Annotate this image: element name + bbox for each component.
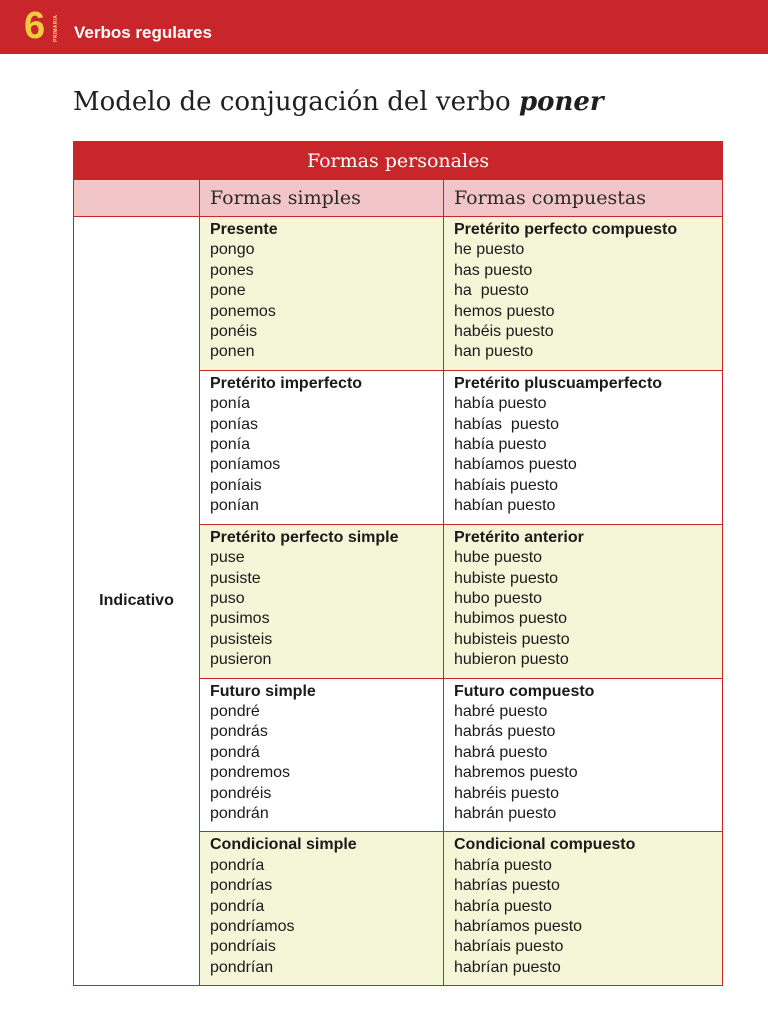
verb-form: habíais puesto: [454, 476, 559, 494]
header-simple-forms: Formas simples: [200, 180, 444, 217]
verb-form: pondréis: [210, 784, 272, 802]
verb-form: habrías puesto: [454, 877, 560, 895]
verb-form: pondríamos: [210, 918, 295, 935]
verb-form: pondremos: [210, 764, 291, 782]
verb-form: habréis puesto: [454, 784, 559, 802]
tense-name: Condicional compuesto: [454, 836, 636, 854]
verb-form: pondría: [210, 897, 265, 915]
verb-form: habíamos puesto: [454, 456, 577, 474]
verb-form: puso: [210, 589, 245, 607]
verb-form: pone: [210, 282, 246, 300]
tense-name: Pretérito perfecto simple: [210, 528, 399, 546]
top-banner: [0, 0, 768, 54]
verb-form: ponías: [210, 415, 259, 433]
verb-form: había puesto: [454, 395, 547, 413]
verb-form: poníamos: [210, 456, 281, 474]
verb-form: habrán puesto: [454, 804, 557, 822]
verb-form: ponen: [210, 343, 255, 361]
conjugation-body: [74, 217, 723, 986]
header-mood-blank: [74, 180, 200, 217]
mood-label: Indicativo: [74, 217, 200, 986]
verb-form: pusiste: [210, 569, 261, 587]
verb-form: han puesto: [454, 343, 534, 361]
page-title: [73, 84, 604, 120]
verb-form: habían puesto: [454, 497, 556, 515]
verb-form: ponía: [210, 436, 251, 454]
section-title: Verbos regulares: [74, 23, 212, 42]
verb-form: pusimos: [210, 610, 270, 628]
verb-form: habremos puesto: [454, 764, 578, 782]
verb-form: hube puesto: [454, 549, 543, 567]
verb-form: habría puesto: [454, 856, 552, 874]
verb-form: hubiste puesto: [454, 569, 559, 587]
verb-form: pondrías: [210, 877, 273, 895]
tense-name: Pretérito pluscuamperfecto: [454, 374, 663, 392]
verb-form: pondrá: [210, 743, 260, 761]
verb-form: pondrás: [210, 723, 268, 741]
verb-form: pusisteis: [210, 630, 273, 648]
compound-tense-cell: [444, 678, 723, 832]
verb-form: poníais: [210, 476, 262, 494]
simple-tense-cell: [200, 370, 444, 524]
table-row: [74, 217, 723, 371]
verb-form: ha puesto: [454, 282, 529, 300]
verb-form: habrían puesto: [454, 958, 561, 976]
verb-form: habré puesto: [454, 702, 548, 720]
simple-tense-cell: [200, 524, 444, 678]
header-compound-forms: Formas compuestas: [444, 180, 723, 217]
verb-form: habríamos puesto: [454, 918, 583, 935]
verb-form: ponía: [210, 395, 251, 413]
verb-form: pones: [210, 261, 254, 279]
verb-form: habríais puesto: [454, 938, 564, 956]
verb-form: ponéis: [210, 323, 258, 341]
unit-sublabel: PRIMARIA: [53, 14, 59, 42]
verb-form: pondrán: [210, 804, 269, 822]
verb-form: hubisteis puesto: [454, 630, 570, 648]
verb-form: pondría: [210, 856, 265, 874]
compound-tense-cell: [444, 217, 723, 371]
page-title-text: Modelo de conjugación del verbo: [73, 87, 511, 117]
conjugation-table: [73, 141, 723, 986]
verb-form: habría puesto: [454, 897, 552, 915]
tense-name: Pretérito anterior: [454, 528, 584, 546]
verb-form: pongo: [210, 241, 255, 259]
verb-form: puse: [210, 549, 245, 567]
verb-form: hubieron puesto: [454, 651, 569, 669]
verb-form: hubo puesto: [454, 589, 543, 607]
simple-tense-cell: [200, 832, 444, 986]
simple-tense-cell: [200, 217, 444, 371]
tense-name: Futuro simple: [210, 682, 316, 700]
verb-form: ponemos: [210, 302, 276, 320]
verb-form: habrás puesto: [454, 723, 556, 741]
tense-name: Pretérito perfecto compuesto: [454, 221, 678, 238]
tense-name: Pretérito imperfecto: [210, 374, 363, 392]
verb-form: pondré: [210, 702, 260, 720]
verb-form: ponían: [210, 497, 259, 515]
simple-tense-cell: [200, 678, 444, 832]
compound-tense-cell: [444, 370, 723, 524]
verb-form: hemos puesto: [454, 302, 555, 320]
tense-name: Futuro compuesto: [454, 682, 595, 700]
verb-form: has puesto: [454, 261, 533, 279]
unit-number: 6: [24, 5, 46, 47]
verb-form: pondrían: [210, 958, 274, 976]
verb-form: habrá puesto: [454, 743, 548, 761]
verb-form: pondríais: [210, 938, 276, 956]
tense-name: Presente: [210, 221, 278, 238]
verb-form: habéis puesto: [454, 323, 554, 341]
verb-form: he puesto: [454, 241, 525, 259]
verb-form: hubimos puesto: [454, 610, 567, 628]
header-personal-forms: Formas personales: [74, 142, 723, 180]
verb-form: pusieron: [210, 651, 272, 669]
tense-name: Condicional simple: [210, 836, 357, 854]
compound-tense-cell: [444, 832, 723, 986]
page-title-verb: poner: [518, 87, 604, 117]
verb-form: había puesto: [454, 436, 547, 454]
compound-tense-cell: [444, 524, 723, 678]
verb-form: habías puesto: [454, 415, 559, 433]
